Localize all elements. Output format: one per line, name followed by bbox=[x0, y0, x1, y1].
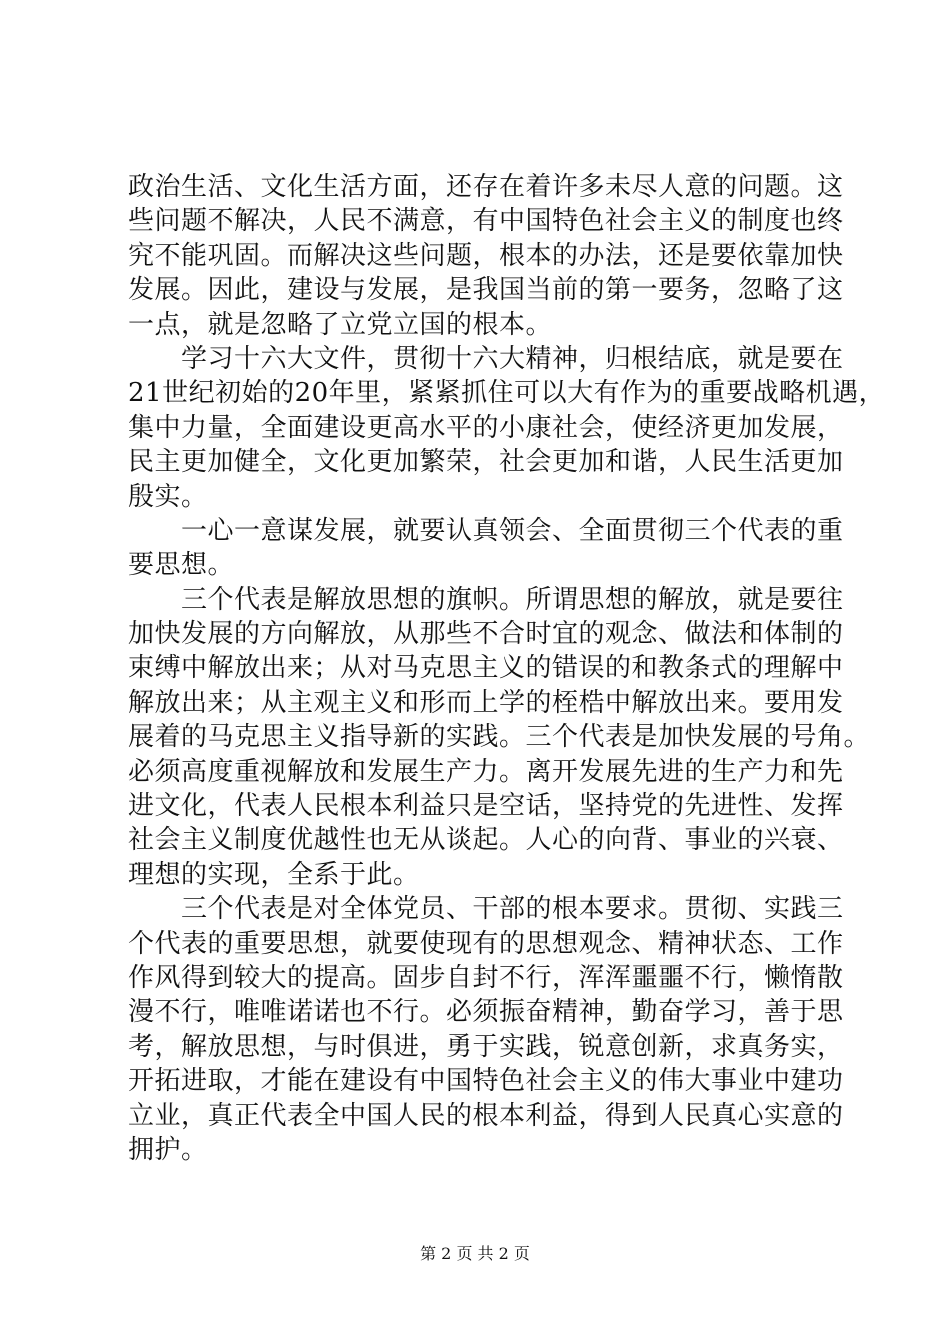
text-line: 究不能巩固。而解决这些问题，根本的办法，还是要依靠加快 bbox=[128, 240, 844, 271]
page-number-footer: 第 2 页 共 2 页 bbox=[420, 1244, 530, 1263]
text-line: 一心一意谋发展，就要认真领会、全面贯彻三个代表的重 bbox=[128, 515, 844, 546]
text-line: 殷实。 bbox=[128, 481, 208, 512]
text-line: 个代表的重要思想，就要使现有的思想观念、精神状态、工作 bbox=[128, 928, 844, 959]
text-line: 理想的实现，全系于此。 bbox=[128, 859, 420, 890]
text-line: 漫不行，唯唯诺诺也不行。必须振奋精神，勤奋学习，善于思 bbox=[128, 997, 844, 1028]
text-line: 开拓进取，才能在建设有中国特色社会主义的伟大事业中建功 bbox=[128, 1066, 844, 1097]
text-line: 发展。因此，建设与发展，是我国当前的第一要务，忽略了这 bbox=[128, 275, 844, 306]
document-body bbox=[128, 170, 886, 1167]
text-line: 学习十六大文件，贯彻十六大精神，归根结底，就是要在 bbox=[128, 343, 844, 374]
text-line: 拥护。 bbox=[128, 1134, 208, 1165]
text-line: 政治生活、文化生活方面，还存在着许多未尽人意的问题。这 bbox=[128, 172, 844, 202]
text-line: 集中力量，全面建设更高水平的小康社会，使经济更加发展， bbox=[128, 412, 844, 443]
text-line: 解放出来；从主观主义和形而上学的桎梏中解放出来。要用发 bbox=[128, 687, 844, 718]
text-line: 束缚中解放出来；从对马克思主义的错误的和教条式的理解中 bbox=[128, 653, 844, 684]
text-line: 展着的马克思主义指导新的实践。三个代表是加快发展的号角。 bbox=[128, 722, 871, 753]
text-line: 三个代表是解放思想的旗帜。所谓思想的解放，就是要往 bbox=[128, 584, 844, 615]
text-line: 三个代表是对全体党员、干部的根本要求。贯彻、实践三 bbox=[128, 894, 844, 925]
text-line: 民主更加健全，文化更加繁荣，社会更加和谐，人民生活更加 bbox=[128, 447, 844, 478]
text-line: 考，解放思想，与时俱进，勇于实践，锐意创新，求真务实， bbox=[128, 1031, 844, 1062]
text-line: 社会主义制度优越性也无从谈起。人心的向背、事业的兴衰、 bbox=[128, 825, 844, 856]
text-line: 要思想。 bbox=[128, 550, 235, 581]
text-line: 立业，真正代表全中国人民的根本利益，得到人民真心实意的 bbox=[128, 1100, 844, 1131]
text-line: 必须高度重视解放和发展生产力。离开发展先进的生产力和先 bbox=[128, 756, 844, 787]
text-line: 进文化，代表人民根本利益只是空话，坚持党的先进性、发挥 bbox=[128, 791, 844, 822]
text-line: 些问题不解决，人民不满意，有中国特色社会主义的制度也终 bbox=[128, 206, 844, 237]
text-line: 一点，就是忽略了立党立国的根本。 bbox=[128, 309, 553, 340]
text-line: 21世纪初始的20年里，紧紧抓住可以大有作为的重要战略机遇， bbox=[128, 378, 886, 409]
text-line: 加快发展的方向解放，从那些不合时宜的观念、做法和体制的 bbox=[128, 619, 844, 650]
text-line: 作风得到较大的提高。固步自封不行，浑浑噩噩不行，懒惰散 bbox=[128, 962, 844, 993]
